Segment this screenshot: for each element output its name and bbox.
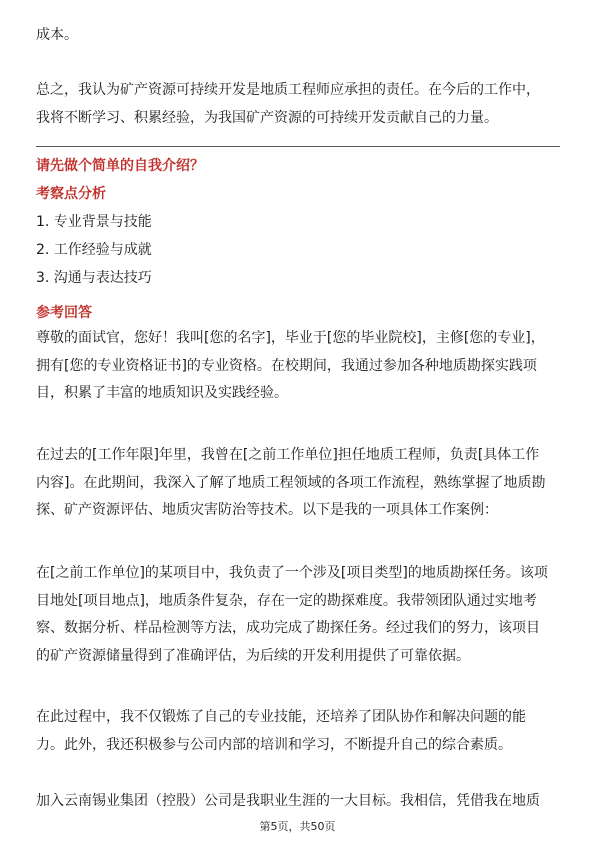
- page-number: 第5页，共50页: [259, 820, 336, 833]
- text-line: 察、数据分析、样品检测等方法，成功完成了勘探任务。经过我们的努力，该项目: [36, 620, 540, 636]
- paragraph-answer-3: [36, 560, 560, 670]
- analysis-item: 2. 工作经验与成就: [36, 242, 152, 258]
- section-divider: [36, 146, 560, 147]
- text-line: 内容]。在此期间，我深入了解了地质工程领域的各项工作流程，熟练掌握了地质勘: [36, 474, 546, 491]
- answer-heading: 参考回答: [36, 305, 92, 321]
- text-line: 拥有[您的专业资格证书]的专业资格。在校期间，我通过参加各种地质勘探实践项: [36, 357, 537, 374]
- text-line: 在过去的[工作年限]年里，我曾在[之前工作单位]担任地质工程师，负责[具体工作: [36, 447, 540, 463]
- text-line: 尊敬的面试官，您好！我叫[您的名字]，毕业于[您的毕业院校]，主修[您的专业]，: [36, 330, 545, 346]
- question-heading: 请先做个简单的自我介绍？: [36, 158, 204, 174]
- paragraph-answer-1: [36, 325, 560, 408]
- text-line: 目，积累了丰富的地质知识及实践经验。: [36, 385, 288, 401]
- text-line: 总之，我认为矿产资源可持续开发是地质工程师应承担的责任。在今后的工作中，: [36, 82, 540, 98]
- analysis-heading: 考察点分析: [36, 186, 106, 202]
- text-line: 力。此外，我还积极参与公司内部的培训和学习，不断提升自己的综合素质。: [36, 736, 512, 753]
- text-line: 在[之前工作单位]的某项目中，我负责了一个涉及[项目类型]的地质勘探任务。该项: [36, 565, 548, 581]
- text-line: 目地处[项目地点]，地质条件复杂，存在一定的勘探难度。我带领团队通过实地考: [36, 592, 537, 609]
- analysis-item: 1. 专业背景与技能: [36, 214, 152, 230]
- text-line: 我将不断学习、积累经验，为我国矿产资源的可持续开发贡献自己的力量。: [36, 109, 498, 126]
- analysis-item: 3. 沟通与表达技巧: [36, 270, 152, 286]
- paragraph-summary: [36, 77, 560, 132]
- paragraph-answer-2: [36, 442, 560, 525]
- text-line: 的矿产资源储量得到了准确评估，为后续的开发利用提供了可靠依据。: [36, 647, 470, 664]
- paragraph-answer-5: [36, 788, 560, 816]
- text-line: 成本。: [36, 27, 78, 43]
- text-line: 加入云南锡业集团（控股）公司是我职业生涯的一大目标。我相信，凭借我在地质: [36, 793, 540, 809]
- text-line: 在此过程中，我不仅锻炼了自己的专业技能，还培养了团队协作和解决问题的能: [36, 709, 526, 725]
- paragraph-intro: [36, 22, 560, 50]
- paragraph-answer-4: [36, 704, 560, 759]
- text-line: 探、矿产资源评估、地质灾害防治等技术。以下是我的一项具体工作案例：: [36, 502, 498, 518]
